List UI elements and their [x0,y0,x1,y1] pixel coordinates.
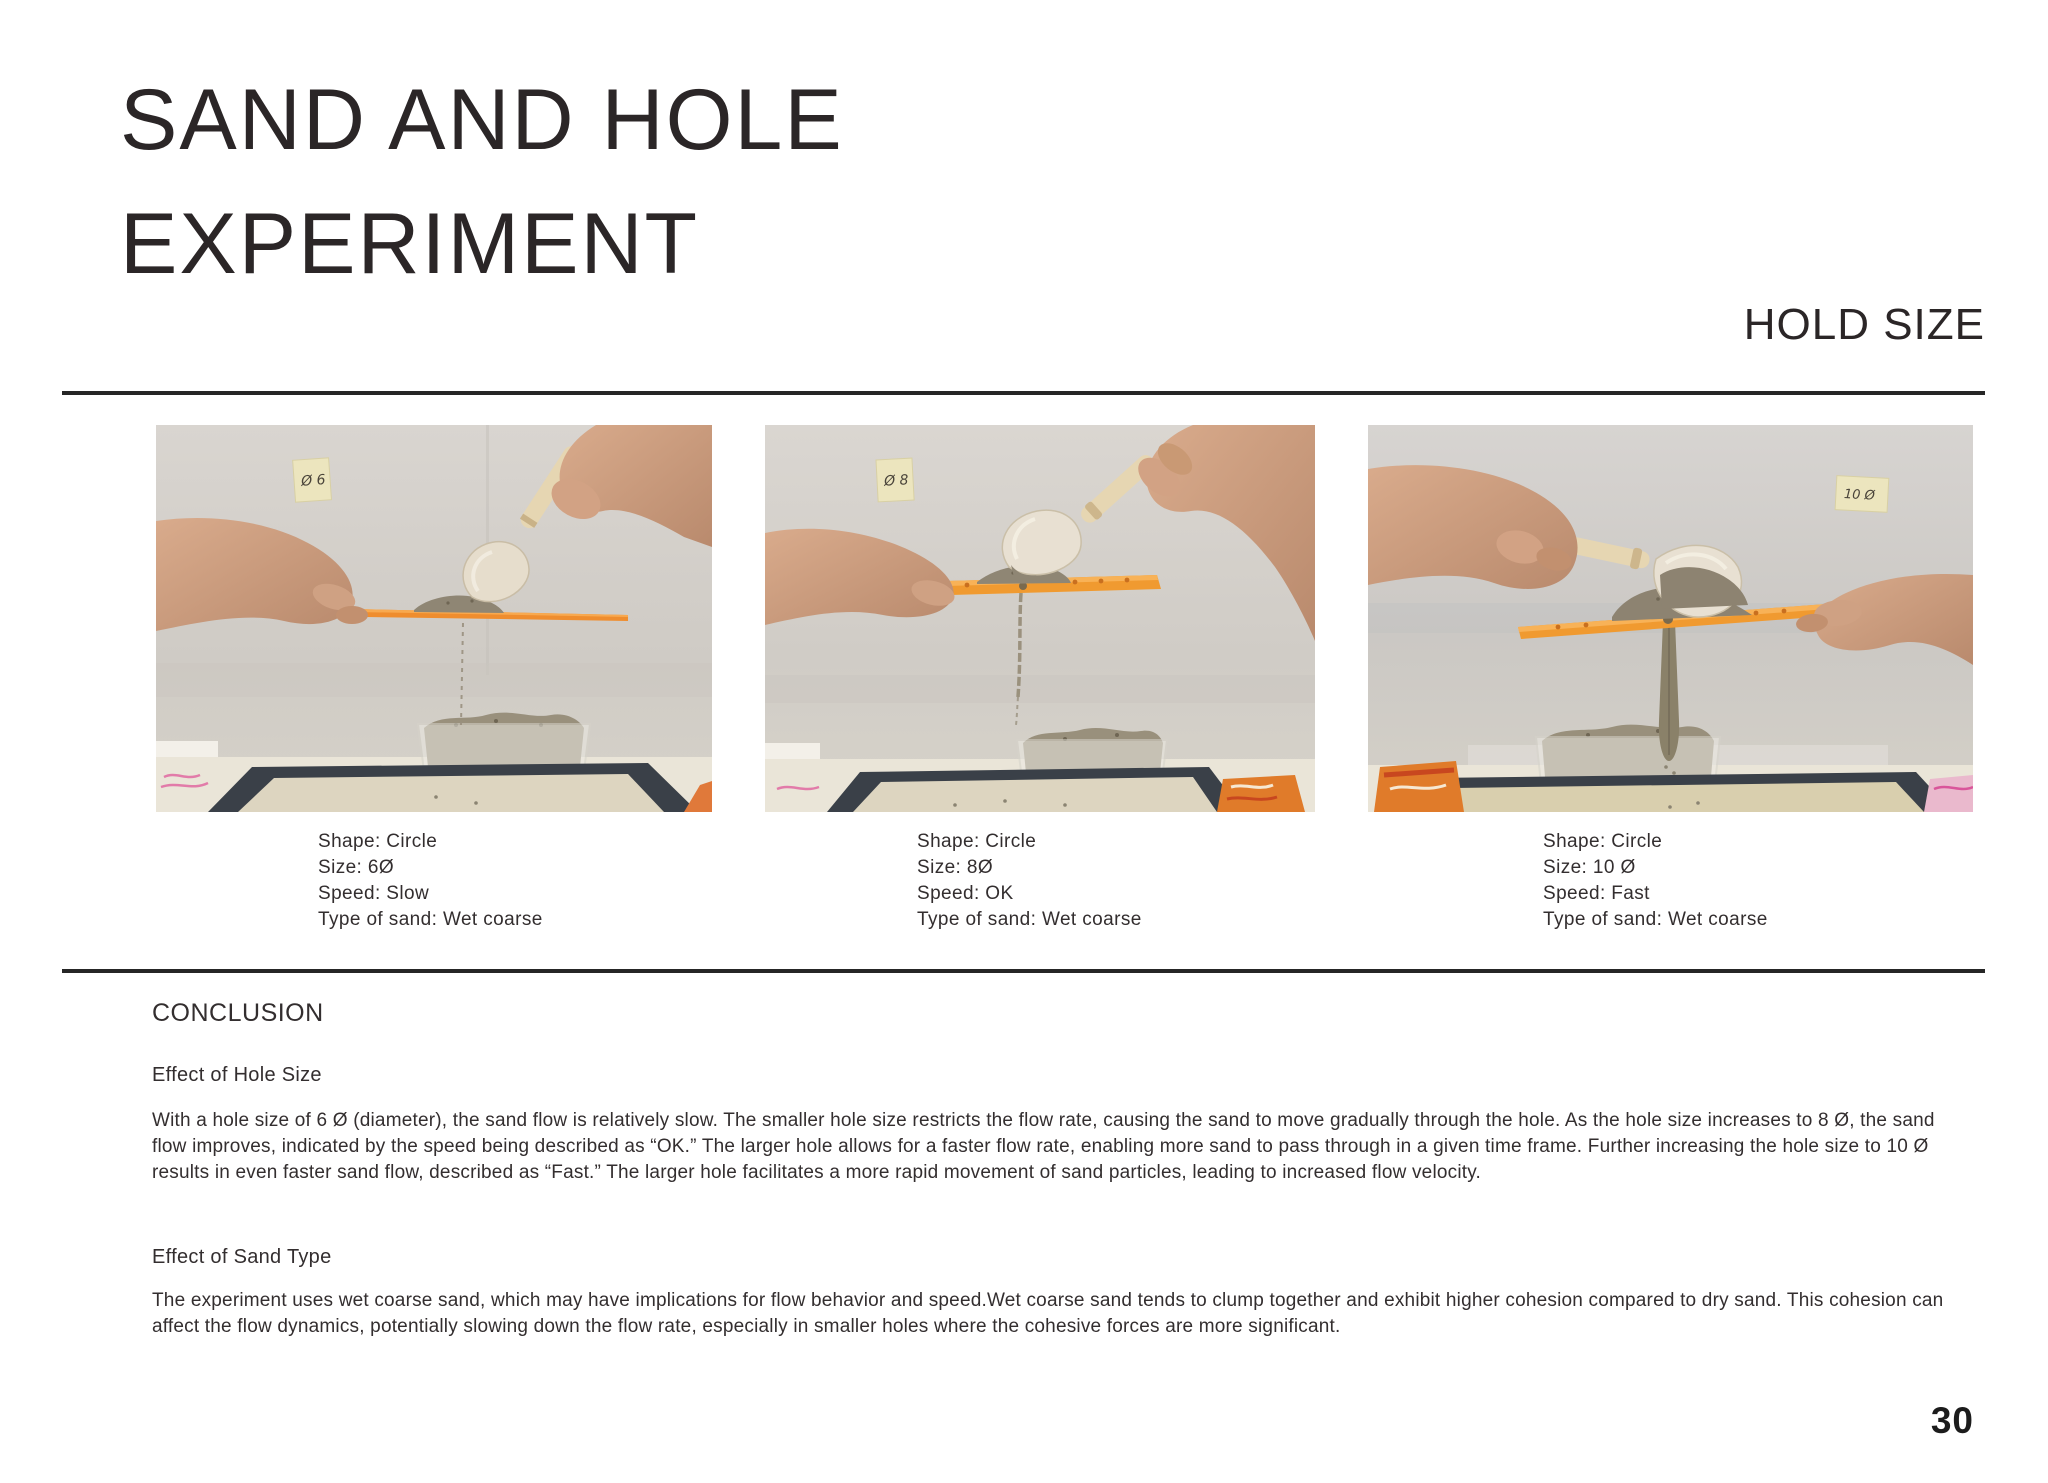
caption-speed: Speed: Slow [318,883,430,904]
sticky-note-label: Ø 6 [300,472,327,490]
tray [1398,772,1953,812]
section-heading-hole-size: Effect of Hole Size [152,1064,322,1086]
wall-shadow-band [765,675,1315,703]
caption-sand-type: Type of sand: Wet coarse [318,909,543,930]
conclusion-heading: CONCLUSION [152,999,324,1027]
photo-caption-hole-8 [917,829,1142,933]
caption-speed: Speed: OK [917,883,1014,904]
photo-caption-hole-6 [318,829,543,933]
pink-wrapper [1924,775,1973,812]
photo-illustration-hole-8 [765,425,1315,812]
caption-sand-type: Type of sand: Wet coarse [1543,909,1768,930]
sticky-note-label: 10 Ø [1843,487,1876,504]
section-body-hole-size: With a hole size of 6 Ø (diameter), the sand flow is relatively slow. The smaller hole size restricts the flow rate, causing the sand to move gradually through the hole. As the hole size increases to 8 Ø, the sand flow improves, indicated by the speed being described as “OK.” The larger hole allows for a faster flow rate, enabling more sand to pass through in a given time frame. Further increasing the hole size to 10 Ø results in even faster sand flow, described as “Fast.” The larger hole facilitates a more rapid movement of sand particles, leading to increased flow velocity. [152,1110,1935,1183]
page-title-line2: EXPERIMENT [120,196,700,292]
experiment-photo-hole-8 [765,425,1315,812]
sticky-note-hole-6 [293,458,332,502]
caption-shape: Shape: Circle [917,831,1037,852]
caption-size: Size: 10 Ø [1543,857,1636,878]
caption-size: Size: 6Ø [318,857,395,878]
sticky-note-hole-8 [876,458,914,502]
photo-caption-hole-10 [1543,829,1768,933]
caption-size: Size: 8Ø [917,857,994,878]
photo-illustration-hole-10 [1368,425,1973,812]
orange-snack-bag [1217,775,1305,812]
caption-speed: Speed: Fast [1543,883,1650,904]
experiment-photo-hole-10 [1368,425,1973,812]
section-heading-sand-type: Effect of Sand Type [152,1246,332,1268]
wall-shadow-band [156,663,712,697]
page-number: 30 [1930,1400,1974,1441]
section-body-sand-type: The experiment uses wet coarse sand, which may have implications for flow behavior and speed.Wet coarse sand tends to clump together and exhibit higher cohesion compared to dry sand. This cohesion can affect the flow dynamics, potentially slowing down the flow rate, especially in smaller holes where the cohesive forces are more significant. [152,1290,1944,1337]
tray [827,767,1243,812]
page-subtitle: HOLD SIZE [1743,300,1985,349]
caption-shape: Shape: Circle [318,831,438,852]
tray [208,763,698,812]
sand-container [418,713,590,771]
caption-shape: Shape: Circle [1543,831,1663,852]
photo-illustration-hole-6 [156,425,712,812]
caption-sand-type: Type of sand: Wet coarse [917,909,1142,930]
page-title-line1: SAND AND HOLE [120,72,844,168]
sticky-note-hole-10 [1835,476,1889,513]
divider-top [62,391,1985,395]
orange-snack-bag [1374,761,1464,812]
experiment-photo-hole-6 [156,425,712,812]
divider-bottom [62,969,1985,973]
sticky-note-label: Ø 8 [883,472,909,490]
page-title [120,58,844,306]
